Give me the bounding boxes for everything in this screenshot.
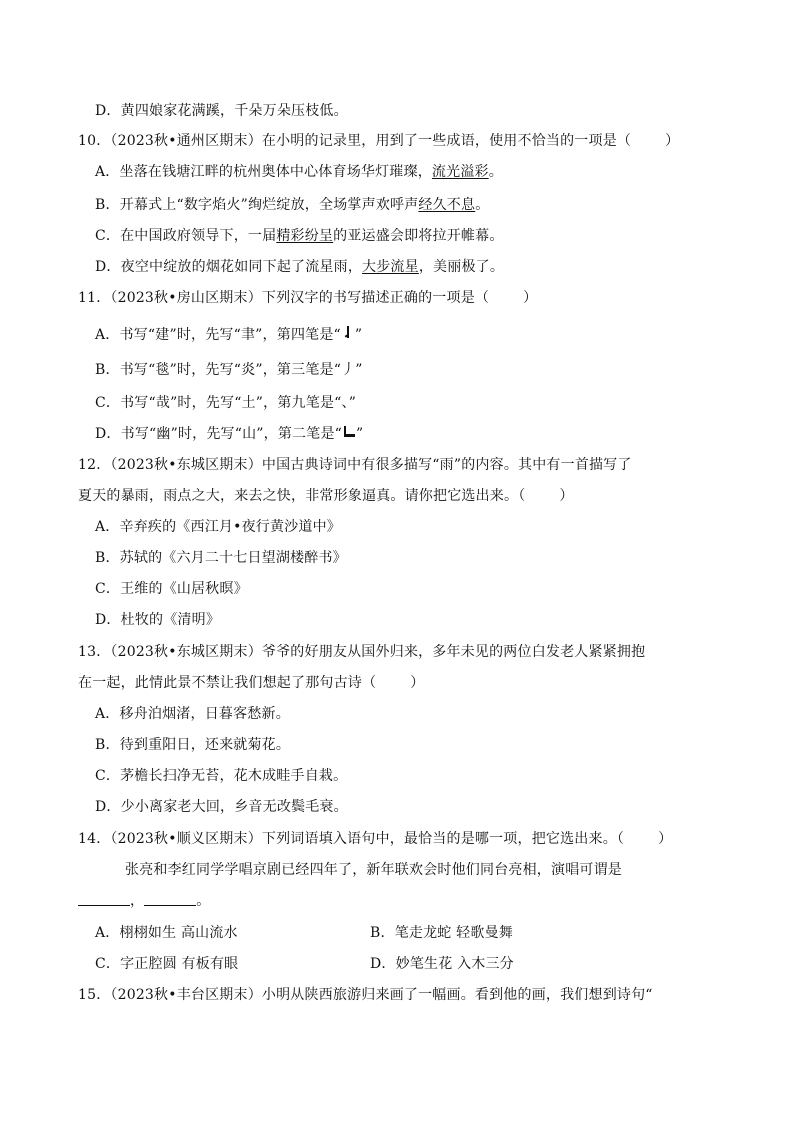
q11-option-a [95,325,362,345]
q12-stem-text: 夏天的暴雨，雨点之大，来去之快，非常形象逼真。请你把它选出来。（ [78,488,526,504]
q14-period: 。 [196,893,211,909]
q14-option-a: A．栩栩如生 高山流水 [95,925,238,941]
q14-blank-2[interactable] [144,891,196,906]
q13-option-a: A．移舟泊烟渚，日暮客愁新。 [95,706,290,722]
q10-option-a-text: A．坐落在钱塘江畔的杭州奥体中心体育场华灯璀璨， [95,164,432,180]
q14-option-d: D．妙笔生花 入木三分 [370,956,514,972]
q12-option-b: B．苏轼的《六月二十七日望湖楼醉书》 [95,550,347,566]
q14-passage-blanks [78,891,210,911]
q10-stem-close: ） [665,133,680,149]
q10-option-d-idiom: 大步流星 [362,259,419,275]
q11-option-d-end: ” [356,426,364,442]
q10-option-a [95,162,503,182]
q11-option-c: C．书写“哉”时，先写“土”，第九笔是“、” [95,395,357,411]
q10-stem [78,131,679,151]
q14-comma: ， [130,893,145,909]
q10-option-c-text: C．在中国政府领导下，一届 [95,228,277,244]
q12-stem-line1: 12．（2023秋•东城区期末）中国古典诗词中有很多描写“雨”的内容。其中有一首描写了 [78,457,632,473]
q14-stem [78,829,672,849]
q12-option-d: D．杜牧的《清明》 [95,612,221,628]
q14-stem-text: 14．（2023秋•顺义区期末）下列词语填入语句中，最恰当的是哪一项，把它选出来。（ [78,831,625,847]
q10-option-b-end: 。 [475,197,490,213]
q13-stem-text: 在一起，此情此景不禁让我们想起了那句古诗（ [78,675,377,691]
q13-option-b: B．待到重阳日，还来就菊花。 [95,737,291,753]
q10-option-b-text: B．开幕式上“数字焰火”绚烂绽放，全场掌声欢呼声 [95,197,419,213]
q10-option-a-idiom: 流光溢彩 [431,164,489,180]
q10-option-c-idiom: 精彩纷呈 [276,228,334,244]
q12-stem-close: ） [559,488,574,504]
q11-stem [78,288,537,308]
q9-option-d: D．黄四娘家花满蹊，千朵万朵压枝低。 [95,103,348,119]
q12-option-a: A．辛弃疾的《西江月•夜行黄沙道中》 [95,519,341,535]
q11-option-d [95,424,363,444]
q14-option-c: C．字正腔圆 有板有眼 [95,956,239,972]
q14-passage: 张亮和李红同学学唱京剧已经四年了，新年联欢会时他们同台亮相，演唱可谓是 [125,862,622,878]
vertical-turn-stroke-icon [342,424,356,440]
q11-option-b: B．书写“毯”时，先写“炎”，第三笔是“丿” [95,362,363,378]
q13-stem-close: ） [410,675,425,691]
q10-option-d-end: ，美丽极了。 [418,259,505,275]
vertical-hook-stroke-icon [341,325,355,341]
q12-option-c: C．王维的《山居秋暝》 [95,581,248,597]
q11-option-a-end: ” [354,327,363,343]
q10-option-d-text: D．夜空中绽放的烟花如同下起了流星雨， [95,259,363,275]
q15-stem: 15．（2023秋•丰台区期末）小明从陕西旅游归来画了一幅画。看到他的画，我们想到诗句“ [78,987,653,1003]
q11-stem-close: ） [523,290,538,306]
q10-option-b-idiom: 经久不息 [418,197,476,213]
q11-stem-text: 11．（2023秋•房山区期末）下列汉字的书写描述正确的一项是（ [78,290,490,306]
q14-stem-close: ） [658,831,673,847]
q13-option-d: D．少小离家老大回，乡音无改鬓毛衰。 [95,799,348,815]
q10-option-a-end: 。 [488,164,503,180]
q13-option-c: C．茅檐长扫净无苔，花木成畦手自栽。 [95,768,348,784]
q14-blank-1[interactable] [78,891,130,906]
q10-option-b [95,195,489,215]
q10-stem-text: 10．（2023秋•通州区期末）在小明的记录里，用到了一些成语，使用不恰当的一项是（ [78,133,632,149]
q10-option-d [95,257,504,277]
q10-option-c-end: 的亚运盛会即将拉开帷幕。 [333,228,504,244]
q13-stem-line2 [78,673,424,693]
q14-option-b: B．笔走龙蛇 轻歌曼舞 [370,925,513,941]
q11-option-a-text: A．书写“建”时，先写“聿”，第四笔是“ [95,327,341,343]
q12-stem-line2 [78,486,574,506]
q11-option-d-text: D．书写“幽”时，先写“山”，第二笔是“ [95,426,343,442]
q10-option-c [95,226,504,246]
q13-stem-line1: 13．（2023秋•东城区期末）爷爷的好朋友从国外归来，多年未见的两位白发老人紧紧拥抱 [78,644,646,660]
